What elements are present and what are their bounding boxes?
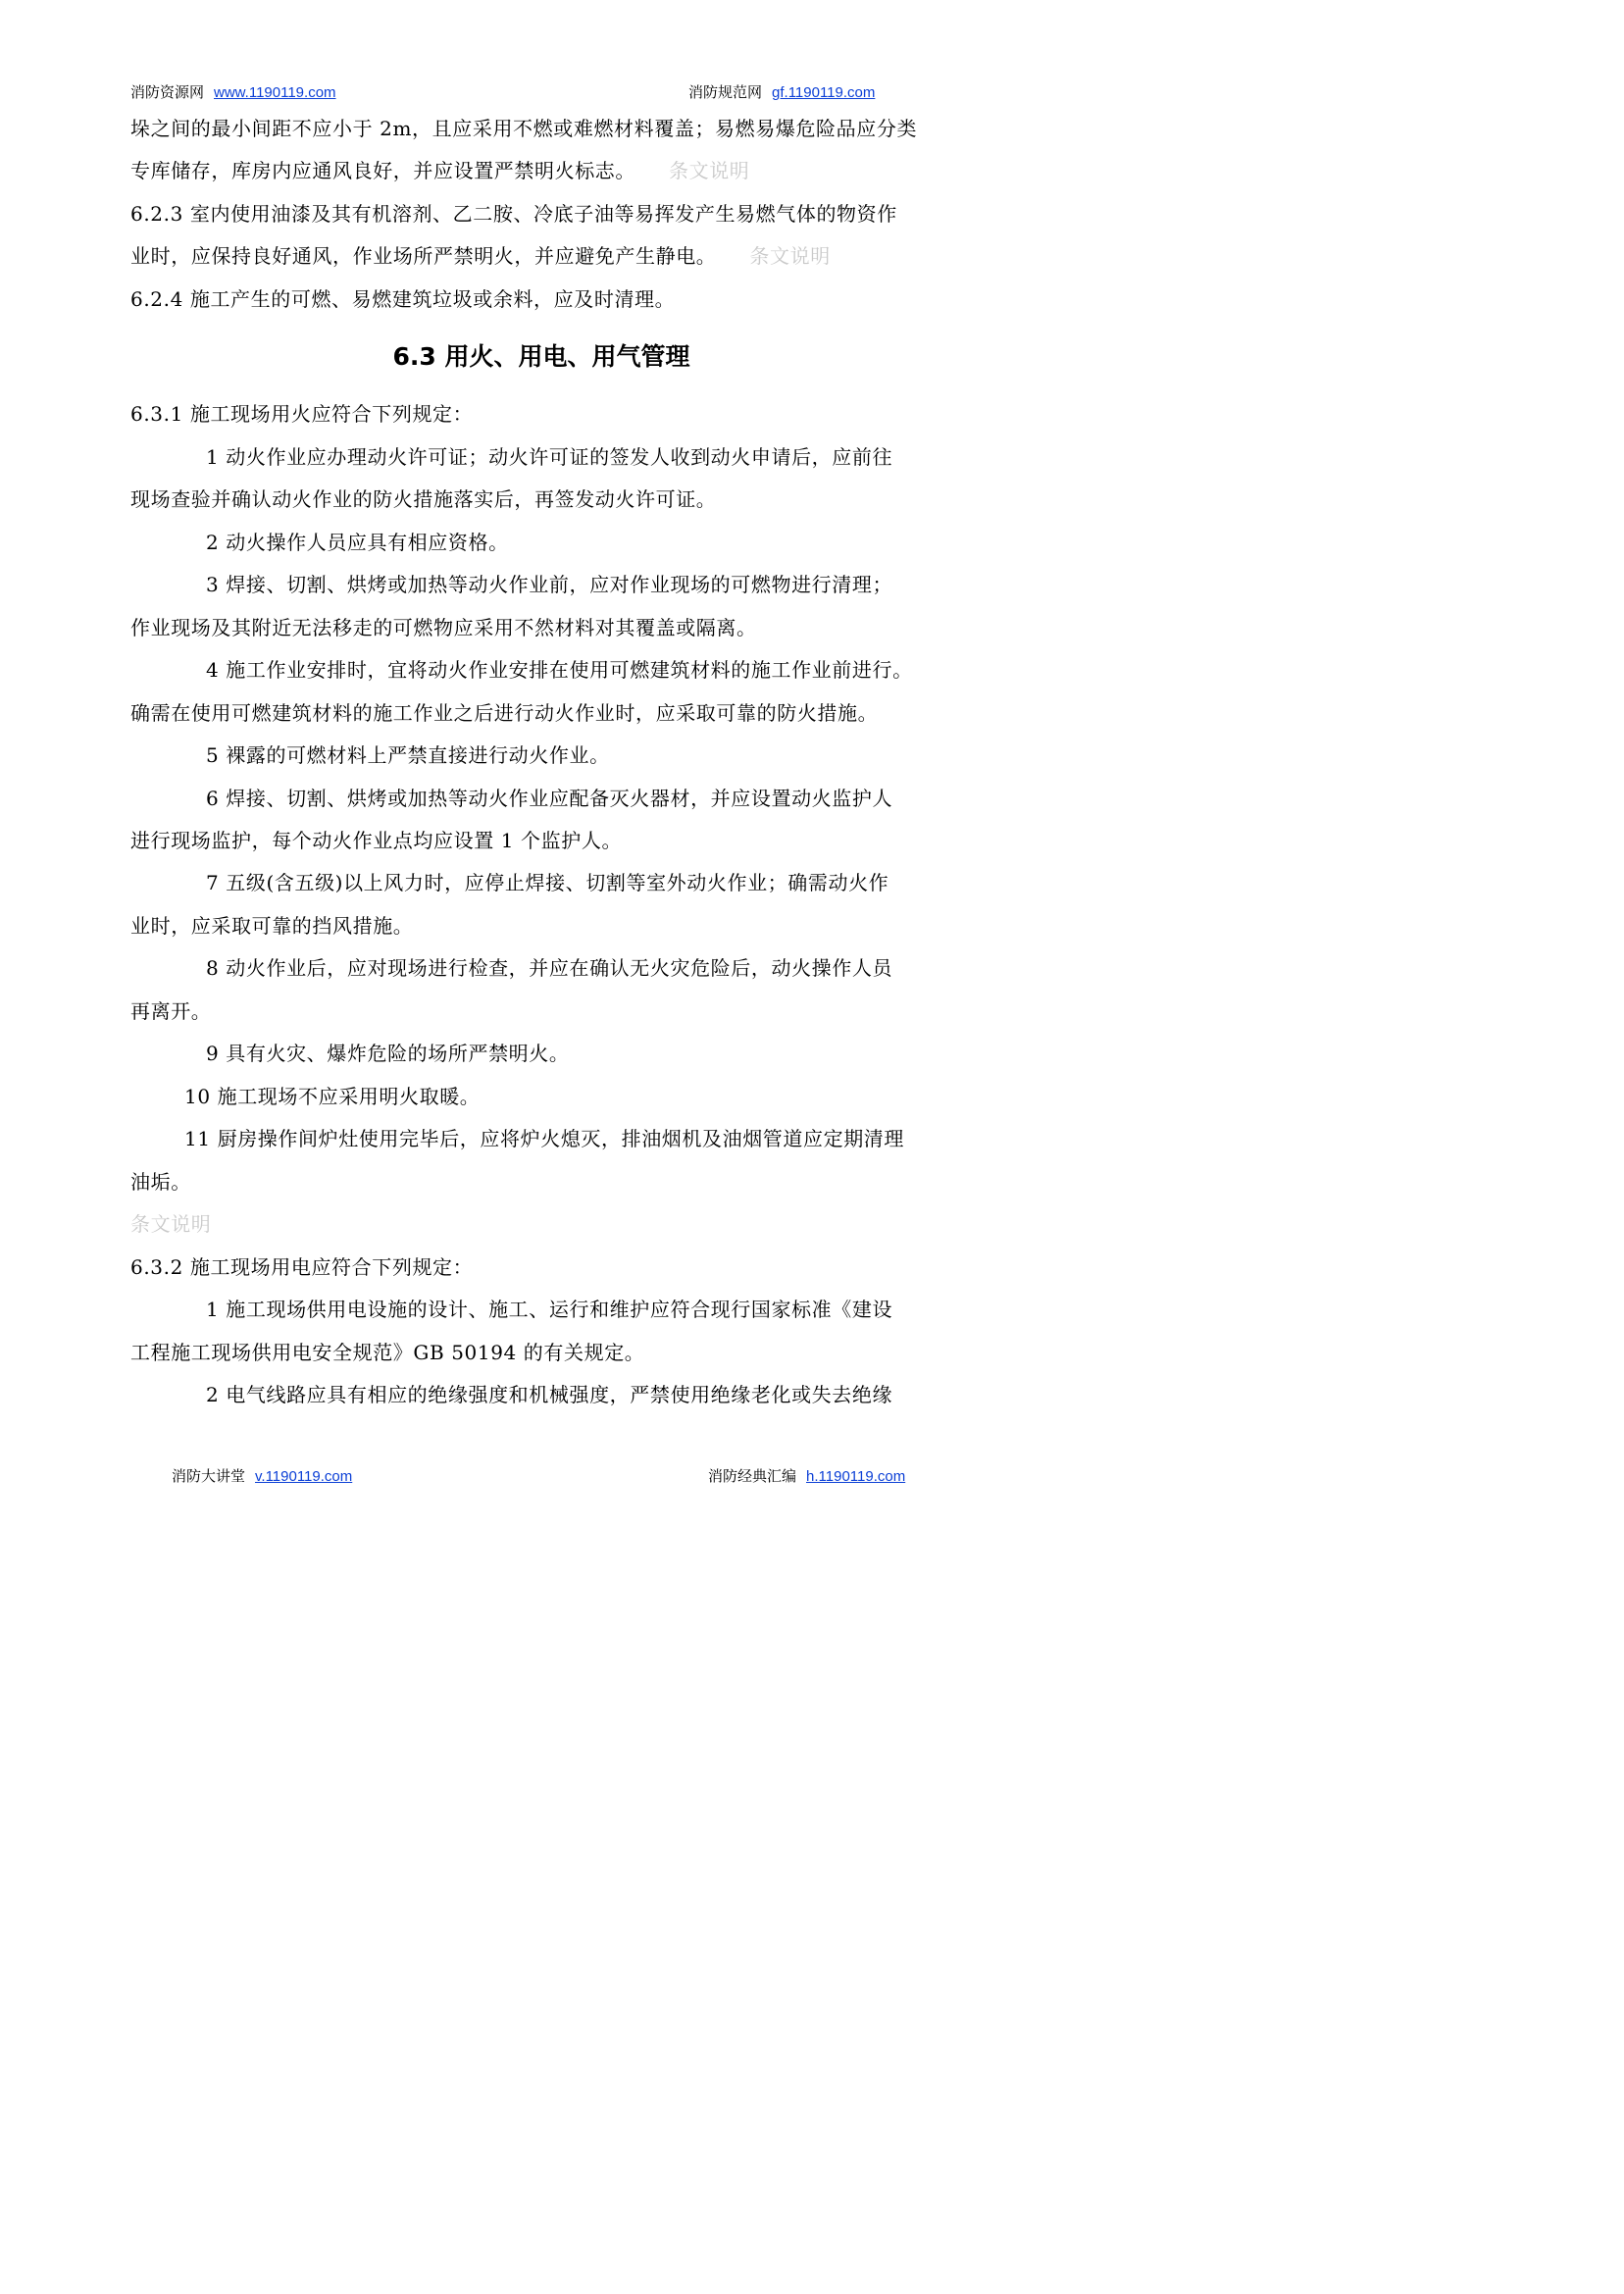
body-line: 3 焊接、切割、烘烤或加热等动火作业前，应对作业现场的可燃物进行清理；	[206, 573, 893, 596]
header-left	[130, 81, 336, 102]
clause-note-link[interactable]: 条文说明	[749, 244, 831, 268]
body-line: 2 动火操作人员应具有相应资格。	[206, 531, 509, 554]
footer-right-label: 消防经典汇编	[708, 1467, 797, 1485]
body-line	[130, 157, 749, 184]
header-right-label: 消防规范网	[688, 83, 763, 101]
header-right	[688, 81, 875, 102]
header-right-link[interactable]: gf.1190119.com	[772, 84, 876, 101]
body-line: 6.2.4 施工产生的可燃、易燃建筑垃圾或余料，应及时清理。	[130, 287, 676, 311]
header-left-link[interactable]: www.1190119.com	[214, 84, 336, 101]
body-line: 2 电气线路应具有相应的绝缘强度和机械强度，严禁使用绝缘老化或失去绝缘	[206, 1383, 893, 1406]
body-line: 业时，应采取可靠的挡风措施。	[130, 914, 414, 938]
body-line-text: 专库储存，库房内应通风良好，并应设置严禁明火标志。	[130, 159, 635, 182]
body-line: 作业现场及其附近无法移走的可燃物应采用不然材料对其覆盖或隔离。	[130, 616, 757, 639]
footer-left-link[interactable]: v.1190119.com	[255, 1468, 353, 1485]
clause-note-link[interactable]: 条文说明	[669, 159, 750, 182]
body-line: 垛之间的最小间距不应小于 2m，且应采用不燃或难燃材料覆盖；易燃易爆危险品应分类	[130, 117, 918, 140]
body-line: 进行现场监护，每个动火作业点均应设置 1 个监护人。	[130, 829, 623, 852]
body-line: 现场查验并确认动火作业的防火措施落实后，再签发动火许可证。	[130, 487, 717, 511]
body-line: 再离开。	[130, 999, 212, 1023]
footer-right	[708, 1465, 905, 1486]
footer-left-label: 消防大讲堂	[172, 1467, 246, 1485]
body-line: 1 施工现场供用电设施的设计、施工、运行和维护应符合现行国家标准《建设	[206, 1298, 893, 1321]
body-line: 4 施工作业安排时，宜将动火作业安排在使用可燃建筑材料的施工作业前进行。	[206, 658, 913, 682]
header-left-label: 消防资源网	[130, 83, 205, 101]
body-line: 8 动火作业后，应对现场进行检查，并应在确认无火灾危险后，动火操作人员	[206, 956, 893, 980]
body-line: 6.2.3 室内使用油漆及其有机溶剂、乙二胺、冷底子油等易挥发产生易燃气体的物资作	[130, 202, 897, 226]
body-line: 6.3.1 施工现场用火应符合下列规定：	[130, 402, 474, 426]
body-line: 7 五级(含五级)以上风力时，应停止焊接、切割等室外动火作业；确需动火作	[206, 871, 889, 894]
body-line: 6.3.2 施工现场用电应符合下列规定：	[130, 1255, 474, 1279]
body-line: 确需在使用可燃建筑材料的施工作业之后进行动火作业时，应采取可靠的防火措施。	[130, 701, 879, 725]
section-title: 6.3 用火、用电、用气管理	[392, 342, 690, 371]
body-line: 6 焊接、切割、烘烤或加热等动火作业应配备灭火器材，并应设置动火监护人	[206, 787, 893, 810]
body-line-text: 业时，应保持良好通风，作业场所严禁明火，并应避免产生静电。	[130, 244, 717, 268]
body-line: 10 施工现场不应采用明火取暖。	[184, 1085, 481, 1108]
body-line: 1 动火作业应办理动火许可证；动火许可证的签发人收到动火申请后，应前往	[206, 445, 893, 469]
body-line: 油垢。	[130, 1170, 191, 1194]
body-line: 5 裸露的可燃材料上严禁直接进行动火作业。	[206, 743, 610, 767]
footer-left	[172, 1465, 352, 1486]
body-line: 11 厨房操作间炉灶使用完毕后，应将炉火熄灭，排油烟机及油烟管道应定期清理	[184, 1127, 905, 1150]
body-line	[130, 242, 831, 270]
body-line: 9 具有火灾、爆炸危险的场所严禁明火。	[206, 1042, 570, 1065]
footer-right-link[interactable]: h.1190119.com	[806, 1468, 906, 1485]
body-line: 工程施工现场供用电安全规范》GB 50194 的有关规定。	[130, 1341, 645, 1364]
clause-note-link[interactable]: 条文说明	[130, 1212, 212, 1236]
